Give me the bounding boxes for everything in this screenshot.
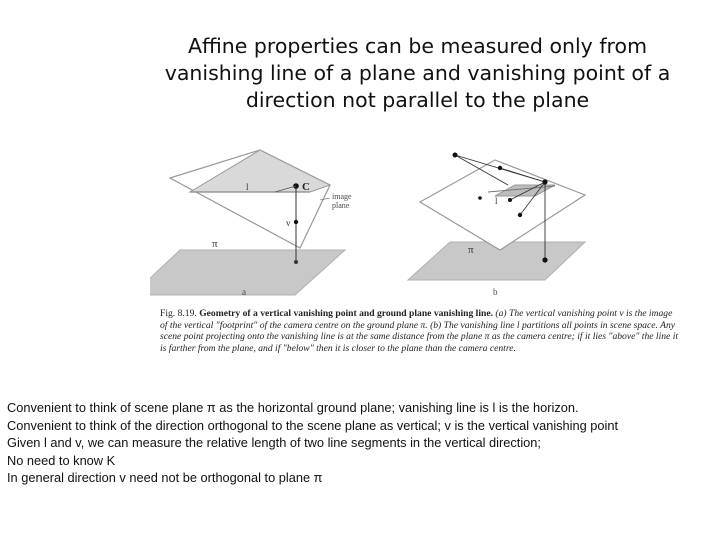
note-line-5: In general direction v need not be orthogonal to plane π — [7, 470, 323, 485]
note-line-4: No need to know K — [7, 452, 116, 468]
sub-label-b: b — [493, 287, 498, 297]
note-line-1: Convenient to think of scene plane π as the horizontal ground plane; vanishing line is l is the horizon. — [7, 400, 579, 415]
ground-plane-a — [150, 250, 345, 295]
notes-block — [7, 399, 717, 487]
note-line-2: Convenient to think of the direction orthogonal to the scene plane as vertical; v is the vertical vanishing point — [7, 417, 619, 433]
diagram-a — [150, 150, 354, 297]
footprint-point-a — [294, 260, 298, 264]
label-C: C — [302, 181, 310, 193]
scene-point-4 — [518, 213, 522, 217]
caption-heading: Geometry of a vertical vanishing point and ground plane vanishing line. — [199, 308, 494, 319]
caption-fig-no: Fig. 8.19. — [160, 308, 197, 319]
sub-label-a: a — [242, 287, 246, 297]
camera-centre-b — [542, 179, 547, 184]
image-plane-b — [420, 160, 585, 250]
caption-text: (a) The vertical vanishing point v is the image of the vertical "footprint" of the camera centre on the ground plane π. (b) The vanishing line l partitions all points in scene space. Any scene point projecting onto the vanishing line is at the same distance from the plane π as the camera centre; if it lies "above" the line it is farther from the plane, and if "below" then it is closer to the plane than the camera centre. — [160, 308, 679, 354]
figure-caption — [160, 308, 680, 354]
note-line-3: Given l and v, we can measure the relative length of two line segments in the vertical direction; — [7, 435, 541, 450]
label-pi-a: π — [212, 238, 218, 250]
label-pi-b: π — [468, 244, 474, 256]
scene-point-1 — [453, 153, 458, 158]
label-l-b: l — [495, 196, 498, 206]
vanishing-point-v — [294, 220, 298, 224]
diagram-b — [408, 153, 585, 298]
slide-title — [150, 33, 685, 114]
label-v: v — [286, 218, 291, 228]
label-l-a: l — [246, 182, 249, 192]
scene-point-2 — [498, 166, 502, 170]
title-line-2: vanishing line of a plane and vanishing point of a — [164, 61, 671, 85]
label-image-plane: image plane — [332, 192, 352, 210]
title-line-3: direction not parallel to the plane — [245, 88, 590, 112]
scene-point-3 — [508, 198, 512, 202]
scene-point-5 — [478, 196, 482, 200]
title-line-1: Affine properties can be measured only from — [187, 34, 648, 58]
footprint-point-b — [542, 257, 547, 262]
